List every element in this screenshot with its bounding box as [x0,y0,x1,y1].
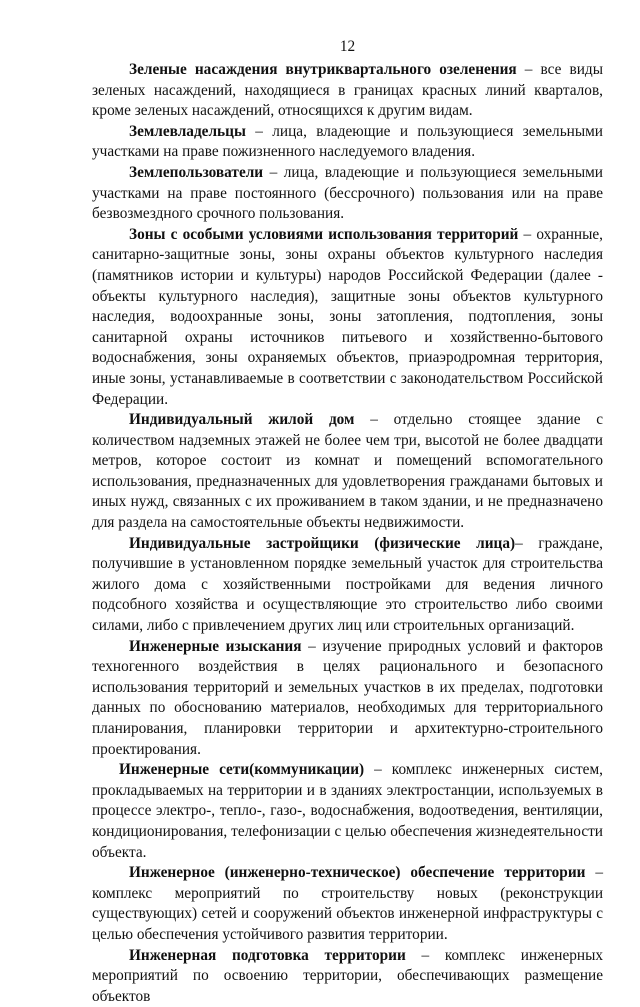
glossary-entry-green-spaces [92,60,603,122]
glossary-definition: – граждане, получившие в установленном порядке земельный участок для строительства жилого дома с хозяйственными постройками для ведения личного подсобного хозяйства и осуществляющие это строительство либо своими силами, либо с привлечением других лиц или строительных организаций. [92,534,603,635]
glossary-definition: – лица, владеющие и пользующиеся земельными участками на праве постоянного (бессрочного) пользования или на праве безвозмездного срочного пользования. [92,163,603,223]
glossary-term: Зеленые насаждения внутриквартального озеленения [129,61,517,78]
glossary-entry-special-zones [92,225,603,410]
glossary-definition: – все виды зеленых насаждений, находящиеся в границах красных линий кварталов, кроме зеленых насаждений, относящихся к другим видам. [92,61,603,120]
glossary-term: Зоны с особыми условиями использования территорий [129,225,519,243]
glossary-term: Землевладельцы [129,122,246,140]
glossary-definition: – отдельно стоящее здание с количеством надземных этажей не более чем три, высотой не более двадцати метров, которое состоит из комнат и помещений вспомогательного использования, предназначенных для удовлетворения гражданами бытовых и иных нужд, связанных с их проживанием в таком здании, и не предназначено для раздела на самостоятельные объекты недвижимости. [92,411,603,532]
glossary-term: Индивидуальный жилой дом [129,411,355,429]
page-number: 12 [339,38,356,55]
glossary-entry-engineering-preparation [92,946,603,1007]
glossary-term: Инженерное (инженерно-техническое) обеспечение территории [129,864,586,882]
glossary-definition: – комплекс инженерных мероприятий по освоению территории, обеспечивающих размещение объектов [92,946,603,1005]
glossary-term: Инженерные сети(коммуникации) [119,761,365,779]
glossary-definition: – охранные, санитарно-защитные зоны, зоны охраны объектов культурного наследия (памятников истории и культуры) народов Российской Федерации (далее - объекты культурного наследия), защитные зоны объектов культурного наследия, водоохранные зоны, зоны затопления, подтопления, зоны санитарной охраны источников питьевого и хозяйственно-бытового водоснабжения, зоны охраняемых объектов, приаэродромная территория, иные зоны, устанавливаемые в соответствии с законодательством Российской Федерации. [92,225,603,408]
glossary-definition: – лица, владеющие и пользующиеся земельными участками на праве пожизненного наследуемого владения. [92,122,603,161]
glossary-entry-land-users [92,163,603,225]
glossary-definition: – комплекс инженерных систем, прокладываемых на территории и в зданиях электростанции, используемых в процессе электро-, тепло-, газо-, водоснабжения, водоотведения, вентиляции, кондиционирования, телефонизации с целью обеспечения жизнедеятельности объекта. [92,761,603,861]
glossary-entry-engineering-networks [92,760,603,863]
glossary-body [92,60,603,1007]
glossary-entry-individual-developers [92,534,603,637]
glossary-entry-individual-house [92,410,603,534]
glossary-entry-engineering-surveys [92,637,603,761]
glossary-term: Индивидуальные застройщики (физические лица) [129,534,516,552]
glossary-definition: – комплекс мероприятий по строительству новых (реконструкции существующих) сетей и сооружений объектов инженерной инфраструктуры с целью обеспечения устойчивого развития территории. [92,864,603,943]
glossary-entry-engineering-support [92,863,603,945]
glossary-term: Инженерные изыскания [129,637,302,655]
glossary-entry-landowners [92,122,603,163]
glossary-term: Землепользователи [129,163,264,181]
glossary-term: Инженерная подготовка территории [129,946,406,964]
glossary-definition: – изучение природных условий и факторов техногенного воздействия в целях рационального и безопасного использования территорий и земельных участков в их пределах, подготовки данных по обоснованию материалов, необходимых для территориального планирования, планировки территории и архитектурно-строительного проектирования. [92,637,604,758]
